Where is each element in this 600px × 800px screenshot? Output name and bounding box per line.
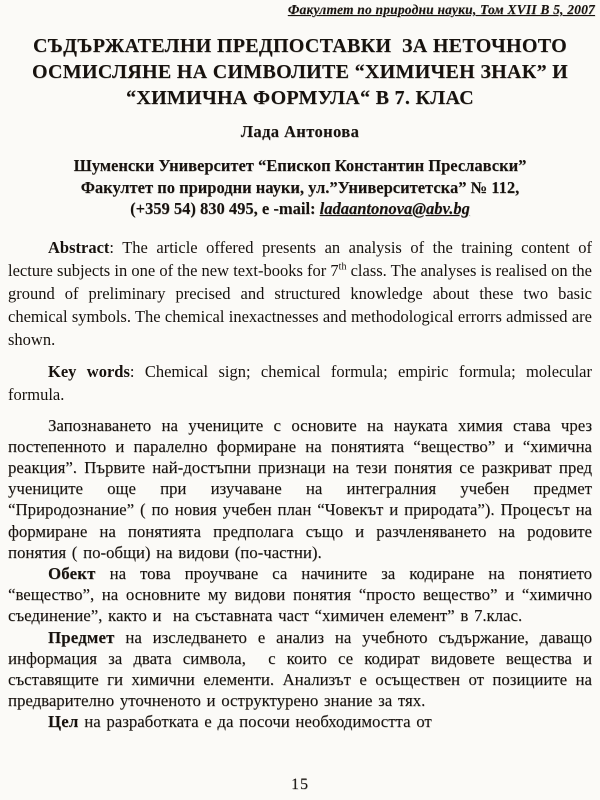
article-body: [8, 415, 598, 733]
abstract-colon: :: [109, 237, 123, 257]
abstract-text-part2: class. The analyses is realised on the ground of preliminary precised and structured knowledge about these two basic chemical symbols. The chemical inexactnesses and methodological errorrs admissed are shown.: [8, 260, 597, 349]
article-title-line-3: “ХИМИЧНА ФОРМУЛА“ В 7. КЛАС: [126, 87, 474, 109]
affiliation-university: Шуменски Университет “Епископ Константин Преславски”: [73, 156, 527, 175]
keywords-label: Key words: [48, 361, 130, 381]
keywords-text: : Chemical sign; chemical formula; empiric formula; molecular formula.: [8, 361, 597, 404]
body-paragraph: [8, 627, 598, 712]
body-paragraph: [8, 711, 592, 732]
article-title-line-2: ОСМИСЛЯНЕ НА СИМВОЛИТЕ “ХИМИЧЕН ЗНАК” И: [31, 61, 569, 83]
abstract-paragraph: [8, 236, 597, 351]
author-name: Лада Антонова: [240, 122, 360, 141]
journal-running-header: Факултет по природни науки, Том XVII В 5, 2007: [287, 2, 595, 17]
body-paragraph: [8, 415, 598, 563]
affiliation-contact: [0, 198, 600, 220]
abstract-label: Abstract: [48, 237, 110, 257]
paragraph-lead-word: Цел: [48, 712, 79, 732]
paragraph-text: на разработката е да посочи необходимостта от: [78, 712, 432, 732]
affiliation-address: Факултет по природни науки, ул.”Университетска” № 112,: [80, 177, 520, 197]
paragraph-text: на това проучване са начините за кодиране на понятието “вещество”, на основните му видови понятия “просто вещество” и “химично съединение”, както и на съставната част “химичен елемент” в 7.клас.: [8, 563, 598, 626]
keywords-paragraph: [8, 360, 597, 406]
article-title-line-1: СЪДЪРЖАТЕЛНИ ПРЕДПОСТАВКИ ЗА НЕТОЧНОТО: [33, 35, 567, 57]
phone-email-prefix: (+359 54) 830 495, e -mail:: [130, 199, 320, 218]
page-number: 15: [291, 776, 309, 793]
paragraph-text: Запознаването на учениците с основите на науката химия става чрез постепенното и паралелно формиране на понятията “вещество” и “химична реакция”. Първите най-достъпни признаци на тези понятия се разкриват пред учениците още при изучаване на интегралния учебен предмет “Природознание” ( по новия учебен план “Човекът и природата”). Процесът на формиране на понятията предполага също и разчленяването на родовите понятия ( по-общи) на видови (по-частни).: [8, 415, 598, 562]
email-address: ladaantonova@abv.bg: [319, 199, 470, 218]
paragraph-lead-word: Обект: [48, 563, 96, 583]
abstract-superscript: th: [338, 261, 347, 272]
paragraph-text: на изследването е анализ на учебното съдържание, даващо информация за двата символа, с които се кодират видовете вещества и съставящите ги химични елементи. Анализът е осъществен от позициите на предварително уточненото и оструктурено знание за тях.: [8, 627, 598, 711]
article-title: [8, 33, 592, 111]
affiliation-block: [0, 155, 600, 220]
body-paragraph: [8, 563, 598, 627]
paragraph-lead-word: Предмет: [48, 627, 115, 647]
abstract-text-part1: The article offered presents an analysis of the training content of lecture subjects in one of the new text-books for 7: [8, 237, 597, 280]
